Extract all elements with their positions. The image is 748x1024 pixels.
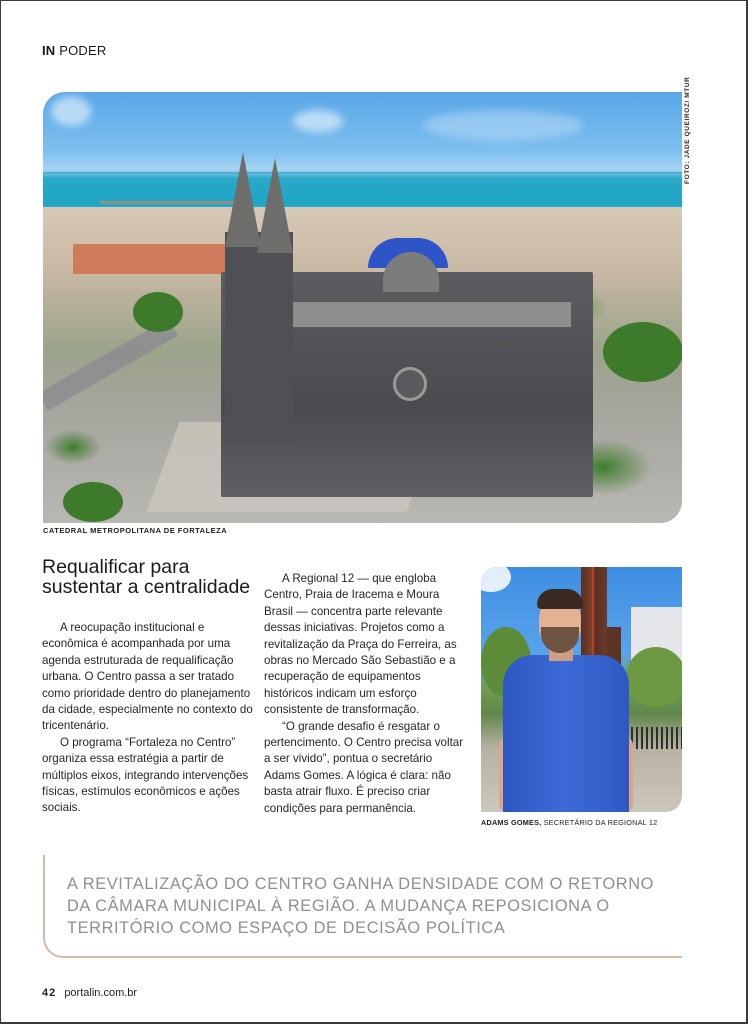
paragraph: “O grande desafio é resgatar o pertencimento. O Centro precisa voltar a ser vivido”, pontua o secretário Adams Gomes. A lógica é clara: não basta atrair fluxo. É preciso criar condições para permanência. (264, 719, 464, 815)
beard (541, 627, 579, 653)
tree (603, 322, 682, 382)
pull-quote-text: A REVITALIZAÇÃO DO CENTRO GANHA DENSIDADE COM O RETORNO DA CÂMARA MUNICIPAL À REGIÃO. A MUDANÇA REPOSICIONA O TERRITÓRIO COMO ESPAÇO DE DECISÃO POLÍTICA (67, 875, 655, 937)
hero-caption: CATEDRAL METROPOLITANA DE FORTALEZA (43, 526, 228, 535)
portrait-caption (481, 818, 657, 827)
portrait-caption-name: ADAMS GOMES, (481, 818, 542, 827)
tree (626, 647, 682, 707)
cloud (51, 96, 91, 126)
horizon-line (43, 172, 682, 174)
article-column-1 (42, 620, 254, 817)
photo-credit-text: FOTO: JADE QUEIROZ/ MTUR (684, 76, 691, 184)
spire-right (257, 158, 293, 253)
pull-quote-box (43, 855, 682, 958)
section-brand: IN (42, 43, 56, 58)
article-column-2 (264, 571, 470, 817)
page-footer (42, 987, 137, 999)
cathedral-roof (271, 302, 571, 327)
pier (100, 201, 240, 204)
section-label (42, 43, 106, 58)
spire-left (225, 152, 261, 247)
page-number: 42 (42, 987, 57, 999)
blue-shirt (503, 655, 629, 812)
cathedral-tower-left (225, 232, 261, 442)
paragraph: O programa “Fortaleza no Centro” organiza essa estratégia a partir de múltiplos eixos, integrando intervenções físicas, estímulos econômicos e ações sociais. (42, 735, 249, 815)
orange-roofs (73, 244, 233, 274)
cloud (293, 110, 343, 132)
hero-photo-cathedral (43, 92, 682, 523)
portrait-photo-adams-gomes (481, 567, 682, 812)
cathedral-tower-right (257, 232, 293, 442)
hair (537, 589, 583, 609)
tree (63, 482, 123, 522)
portrait-caption-role: SECRETÁRIO DA REGIONAL 12 (541, 818, 658, 827)
cloud (481, 567, 511, 592)
article-headline: Requalificar para sustentar a centralidade (42, 556, 251, 598)
paragraph: A Regional 12 — que engloba Centro, Praia de Iracema e Moura Brasil — concentra parte relevante dessas iniciativas. Projetos como a revitalização da Praça do Ferreira, as obras no Mercado São Sebastião e a recuperação de equipamentos históricos indicam um esforço consistente de transformação. (264, 572, 457, 717)
photo-credit (684, 76, 696, 184)
rose-window (393, 367, 427, 401)
cloud (423, 110, 583, 140)
section-name: PODER (59, 43, 107, 58)
footer-site-link[interactable]: portalin.com.br (64, 987, 138, 999)
paragraph: A reocupação institucional e econômica é acompanhada por uma agenda estruturada de requalificação urbana. O Centro passa a ser tratado como prioridade dentro do planejamento da cidade, especialmente no contexto do tricentenário. (42, 621, 253, 733)
tree (133, 292, 183, 332)
